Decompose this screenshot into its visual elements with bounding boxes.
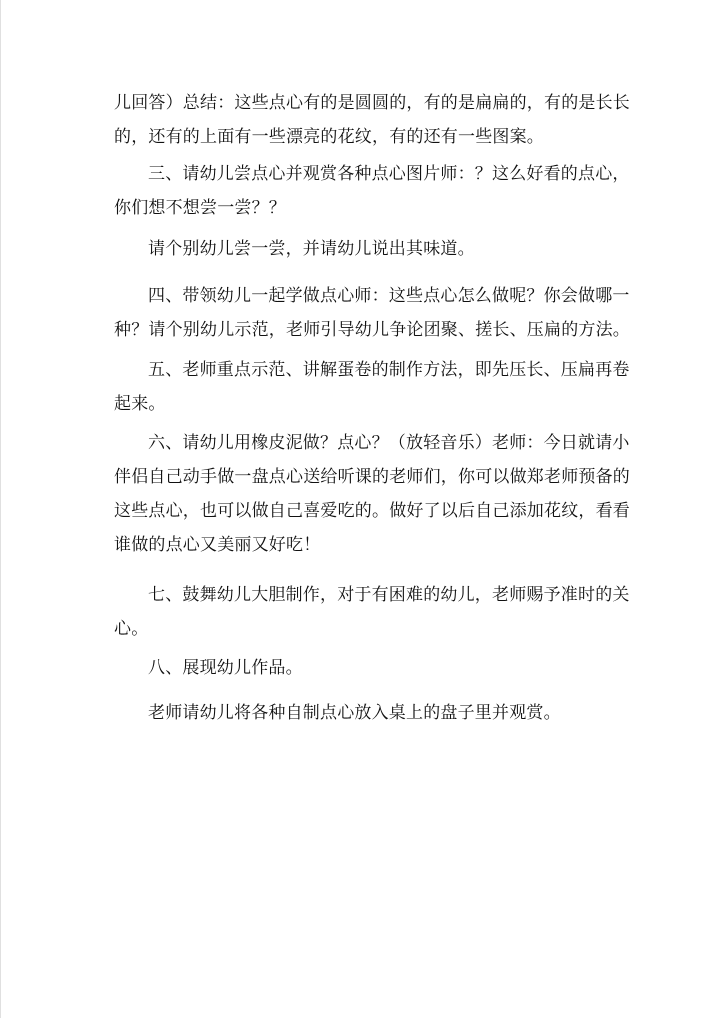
paragraph-step-4: [114, 279, 630, 347]
paragraph-line: 你们想不想尝一尝？？: [114, 198, 286, 218]
paragraph-step-5: [114, 353, 630, 421]
paragraph-line: 老师请幼儿将各种自制点心放入桌上的盘子里并观赏。: [148, 703, 561, 723]
paragraph-line: 这些点心，也可以做自己喜爱吃的。做好了以后自己添加花纹，看看: [114, 501, 630, 521]
paragraph-line: 六、请幼儿用橡皮泥做？点心？（放轻音乐）老师：今日就请小: [148, 433, 630, 453]
paragraph-tasting: [114, 232, 614, 266]
paragraph-line: 儿回答）总结：这些点心有的是圆圆的，有的是扁扁的，有的是长长: [114, 93, 630, 113]
paragraph-step-6: [114, 426, 630, 562]
paragraph-line: 伴侣自己动手做一盘点心送给听课的老师们，你可以做郑老师预备的: [114, 467, 630, 487]
paragraph-summary: [114, 86, 630, 154]
paragraph-line: 心。: [114, 619, 149, 639]
paragraph-line: 四、带领幼儿一起学做点心师：这些点心怎么做呢？你会做哪一: [148, 286, 630, 306]
paragraph-line: 五、老师重点示范、讲解蛋卷的制作方法，即先压长、压扁再卷: [148, 360, 630, 380]
paragraph-display: [114, 696, 614, 730]
paragraph-line: 三、请幼儿尝点心并观赏各种点心图片师：？这么好看的点心，: [148, 164, 630, 184]
paragraph-line: 七、鼓舞幼儿大胆制作，对于有困难的幼儿，老师赐予准时的关: [148, 585, 630, 605]
paragraph-line: 的，还有的上面有一些漂亮的花纹，有的还有一些图案。: [114, 127, 544, 147]
paragraph-line: 请个别幼儿尝一尝，并请幼儿说出其味道。: [148, 239, 475, 259]
paragraph-line: 种？请个别幼儿示范，老师引导幼儿争论团聚、搓长、压扁的方法。: [114, 320, 630, 340]
paragraph-line: 谁做的点心又美丽又好吃！: [114, 535, 321, 555]
paragraph-step-8: [114, 651, 614, 685]
paragraph-step-7: [114, 578, 630, 646]
paragraph-line: 起来。: [114, 394, 166, 414]
paragraph-step-3: [114, 157, 630, 225]
paragraph-line: 八、展现幼儿作品。: [148, 658, 303, 678]
